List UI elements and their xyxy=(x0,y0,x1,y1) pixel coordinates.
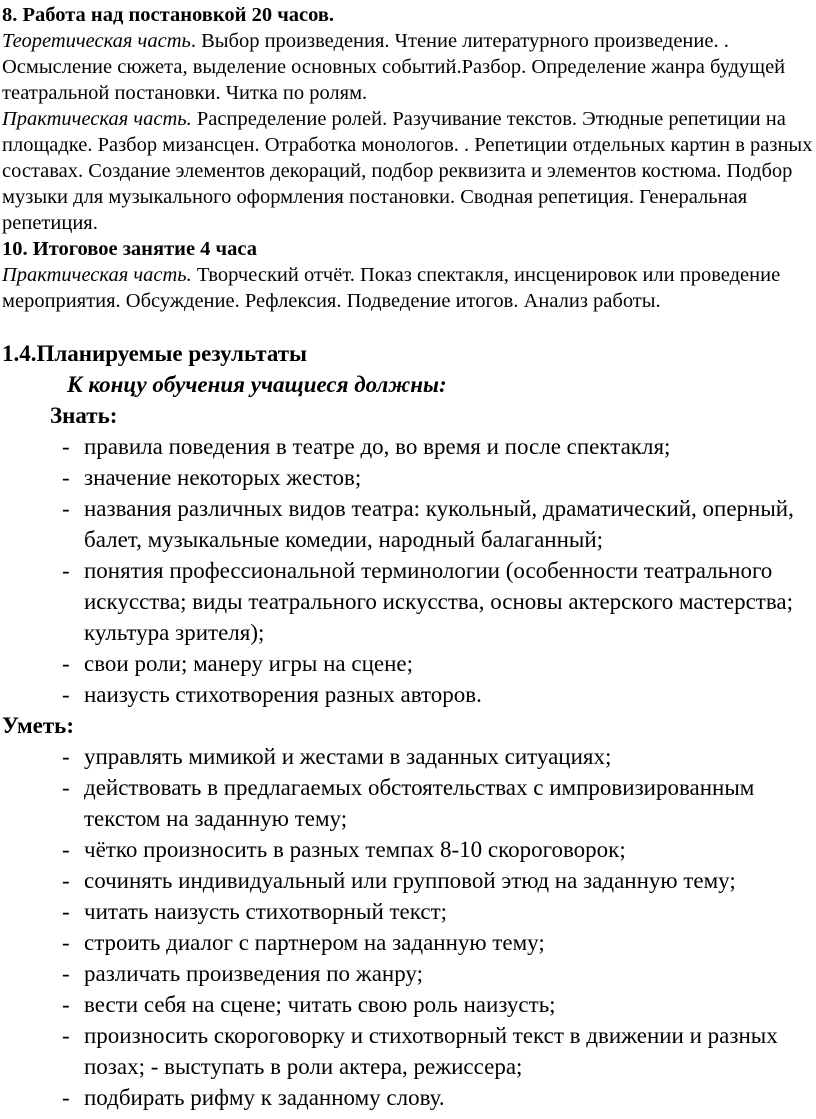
bullet-dash: - xyxy=(62,837,70,862)
list-item-text: строить диалог с партнером на заданную тему; xyxy=(84,930,545,955)
list-item-text: значение некоторых жестов; xyxy=(84,465,362,490)
can-label: Уметь: xyxy=(2,713,74,738)
section-10-heading: 10. Итоговое занятие 4 часа xyxy=(2,238,257,260)
list-item xyxy=(62,865,814,896)
list-item-text: чётко произносить в разных темпах 8-10 скороговорок; xyxy=(84,837,626,862)
bullet-dash: - xyxy=(62,868,70,893)
bullet-dash: - xyxy=(62,1023,70,1048)
list-item xyxy=(62,1020,814,1082)
list-item xyxy=(62,493,814,555)
list-item-text: действовать в предлагаемых обстоятельствах с импровизированным текстом на заданную тему; xyxy=(84,775,755,831)
results-subtitle: К концу обучения учащиеся должны: xyxy=(67,372,447,397)
list-item xyxy=(62,741,814,772)
know-label: Знать: xyxy=(50,403,118,428)
list-item-text: названия различных видов театра: кукольный, драматический, оперный, балет, музыкальные комедии, народный балаганный; xyxy=(84,496,794,552)
bullet-dash: - xyxy=(62,496,70,521)
bullet-dash: - xyxy=(62,775,70,800)
list-item-text: вести себя на сцене; читать свою роль наизусть; xyxy=(84,992,556,1017)
list-item xyxy=(62,648,814,679)
list-item xyxy=(62,772,814,834)
list-item-text: различать произведения по жанру; xyxy=(84,961,423,986)
list-item-text: читать наизусть стихотворный текст; xyxy=(84,899,448,924)
theory-label: Теоретическая часть xyxy=(2,30,191,52)
bullet-dash: - xyxy=(62,961,70,986)
section-8-practice xyxy=(2,106,814,236)
bullet-dash: - xyxy=(62,651,70,676)
list-item xyxy=(62,1082,814,1113)
bullet-dash: - xyxy=(62,930,70,955)
list-item-text: управлять мимикой и жестами в заданных ситуациях; xyxy=(84,744,612,769)
list-item xyxy=(62,555,814,648)
bullet-dash: - xyxy=(62,744,70,769)
list-item-text: понятия профессиональной терминологии (особенности театрального искусства; виды театрального искусства, основы актерского мастерства; культура зрителя); xyxy=(84,558,794,645)
theory-text: . Выбор произведения. Чтение литературного произведение. . Осмысление сюжета, выделение основных событий.Разбор. Определение жанра будущей театральной постановки. Читка по ролям. xyxy=(2,30,786,104)
list-item-text: наизусть стихотворения разных авторов. xyxy=(84,682,482,707)
practice-label: Практическая часть. xyxy=(2,264,192,286)
bullet-dash: - xyxy=(62,899,70,924)
program-sections xyxy=(2,2,814,314)
list-item-text: правила поведения в театре до, во время и после спектакля; xyxy=(84,434,671,459)
list-item xyxy=(62,958,814,989)
list-item-text: сочинять индивидуальный или групповой этюд на заданную тему; xyxy=(84,868,736,893)
planned-results xyxy=(2,338,814,1113)
practice-text: Творческий отчёт. Показ спектакля, инсценировок или проведение мероприятия. Обсуждение. Рефлексия. Подведение итогов. Анализ работы. xyxy=(2,264,781,312)
list-item xyxy=(62,989,814,1020)
list-item xyxy=(62,431,814,462)
know-list xyxy=(2,431,814,710)
bullet-dash: - xyxy=(62,558,70,583)
practice-label: Практическая часть. xyxy=(2,108,192,130)
list-item xyxy=(62,927,814,958)
bullet-dash: - xyxy=(62,465,70,490)
results-heading: 1.4.Планируемые результаты xyxy=(2,341,307,366)
practice-text: Распределение ролей. Разучивание текстов. Этюдные репетиции на площадке. Разбор мизансцен. Отработка монологов. . Репетиции отдельных картин в разных составах. Создание элементов декораций, подбор реквизита и элементов костюма. Подбор музыки для музыкального оформления постановки. Сводная репетиция. Генеральная репетиция. xyxy=(2,108,813,234)
bullet-dash: - xyxy=(62,1085,70,1110)
list-item-text: подбирать рифму к заданному слову. xyxy=(84,1085,445,1110)
section-10-practice xyxy=(2,262,814,314)
bullet-dash: - xyxy=(62,682,70,707)
list-item-text: произносить скороговорку и стихотворный текст в движении и разных позах; - выступать в роли актера, режиссера; xyxy=(84,1023,778,1079)
list-item xyxy=(62,896,814,927)
list-item-text: свои роли; манеру игры на сцене; xyxy=(84,651,414,676)
section-8-theory xyxy=(2,28,814,106)
list-item xyxy=(62,679,814,710)
section-8-heading: 8. Работа над постановкой 20 часов. xyxy=(2,4,335,26)
list-item xyxy=(62,834,814,865)
bullet-dash: - xyxy=(62,992,70,1017)
can-list xyxy=(2,741,814,1113)
list-item xyxy=(62,462,814,493)
bullet-dash: - xyxy=(62,434,70,459)
